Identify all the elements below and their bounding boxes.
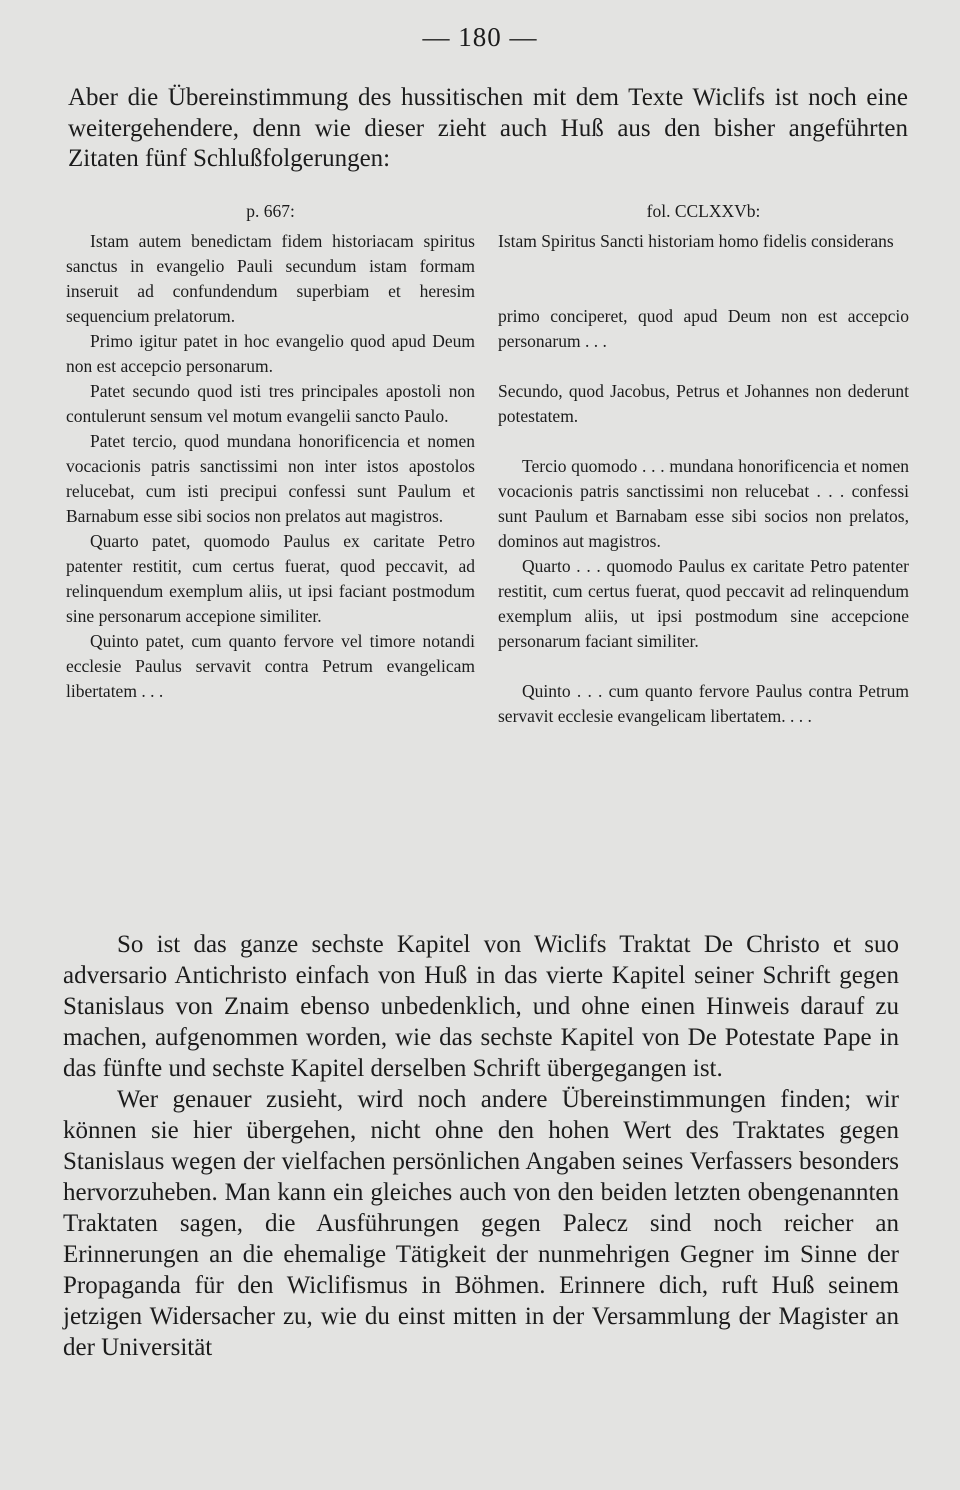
- left-paragraph: Patet tercio, quod mundana honorificencia et nomen vocacionis patris sanctissimi non inter istos apostolos relucebat, cum isti precipui confessi sunt Paulum et Barnabum esse sibi socios non prelatos aut magistros.: [66, 431, 475, 526]
- left-column: [66, 199, 475, 704]
- left-paragraph: Istam autem benedictam fidem historiacam spiritus sanctus in evangelio Pauli secundum istam formam inseruit ad confundendum superbiam et heresim sequencium prelatorum.: [66, 231, 475, 326]
- intro-paragraph: [68, 83, 908, 175]
- left-column-heading: p. 667:: [246, 201, 295, 221]
- left-paragraph: Quinto patet, cum quanto fervore vel timore notandi ecclesie Paulus servavit contra Petrum evangelicam libertatem . . .: [66, 631, 475, 701]
- right-paragraph: Quarto . . . quomodo Paulus ex caritate Petro patenter restitit, cum certus fuerat, quod peccavit ad relinquendum exemplum aliis, ut ipsi postmodum sine accepcione personarum faciant similiter.: [498, 556, 909, 651]
- left-paragraph: Patet secundo quod isti tres principales apostoli non contulerunt sensum vel motum evangelii sancto Paulo.: [66, 381, 475, 426]
- column-spacer: [498, 654, 909, 679]
- intro-text: Aber die Übereinstimmung des hussitischen mit dem Texte Wiclifs ist noch eine weitergehendere, denn wie dieser zieht auch Huß aus den bisher angeführten Zitaten fünf Schlußfolgerungen:: [68, 84, 908, 172]
- left-paragraph: Primo igitur patet in hoc evangelio quod apud Deum non est accepcio personarum.: [66, 331, 475, 376]
- right-paragraph: primo conciperet, quod apud Deum non est accepcio personarum . . .: [498, 306, 909, 351]
- right-column: [498, 199, 909, 729]
- column-spacer: [498, 254, 909, 304]
- left-paragraph: Quarto patet, quomodo Paulus ex caritate Petro patenter restitit, cum certus fuerat, quod peccavit, ad relinquendum exemplum aliis, ut ipsi faciant postmodum sine personarum accepione similiter.: [66, 531, 475, 626]
- right-paragraph: Istam Spiritus Sancti historiam homo fidelis considerans: [498, 231, 894, 251]
- right-paragraph: Quinto . . . cum quanto fervore Paulus contra Petrum servavit ecclesie evangelicam libertatem. . . .: [498, 681, 909, 726]
- right-paragraph: Secundo, quod Jacobus, Petrus et Johannes non dederunt potestatem.: [498, 381, 909, 426]
- body-text: [63, 929, 899, 1363]
- right-paragraph: Tercio quomodo . . . mundana honorificencia et nomen vocacionis patris sanctissimi non relucebat . . . confessi sunt Paulum et Barnabam esse sibi socios non prelatos, dominos aut magistros.: [498, 456, 909, 551]
- page-number: — 180 —: [422, 22, 538, 52]
- column-spacer: [498, 354, 909, 379]
- column-spacer: [498, 429, 909, 454]
- body-paragraph: Wer genauer zusieht, wird noch andere Übereinstimmungen finden; wir können sie hier übergehen, nicht ohne den hohen Wert des Traktates gegen Stanislaus wegen der vielfachen persönlichen Angaben seines Verfassers besonders hervorzuheben. Man kann ein gleiches auch von den beiden letzten obengenannten Traktaten sagen, die Ausführungen gegen Palecz sind noch reicher an Erinnerungen an die ehemalige Tätigkeit der nunmehrigen Gegner im Sinne der Propaganda für den Wiclifismus in Böhmen. Erinnere dich, ruft Huß seinem jetzigen Widersacher zu, wie du einst mitten in der Versammlung der Magister an der Universität: [63, 1086, 899, 1361]
- right-column-heading: fol. CCLXXVb:: [646, 201, 761, 221]
- body-paragraph: So ist das ganze sechste Kapitel von Wiclifs Traktat De Christo et suo adversario Antichristo einfach von Huß in das vierte Kapitel seiner Schrift gegen Stanislaus von Znaim ebenso unbedenklich, und ohne einen Hinweis darauf zu machen, aufgenommen worden, wie das sechste Kapitel von De Potestate Pape in das fünfte und sechste Kapitel derselben Schrift übergegangen ist.: [63, 931, 899, 1082]
